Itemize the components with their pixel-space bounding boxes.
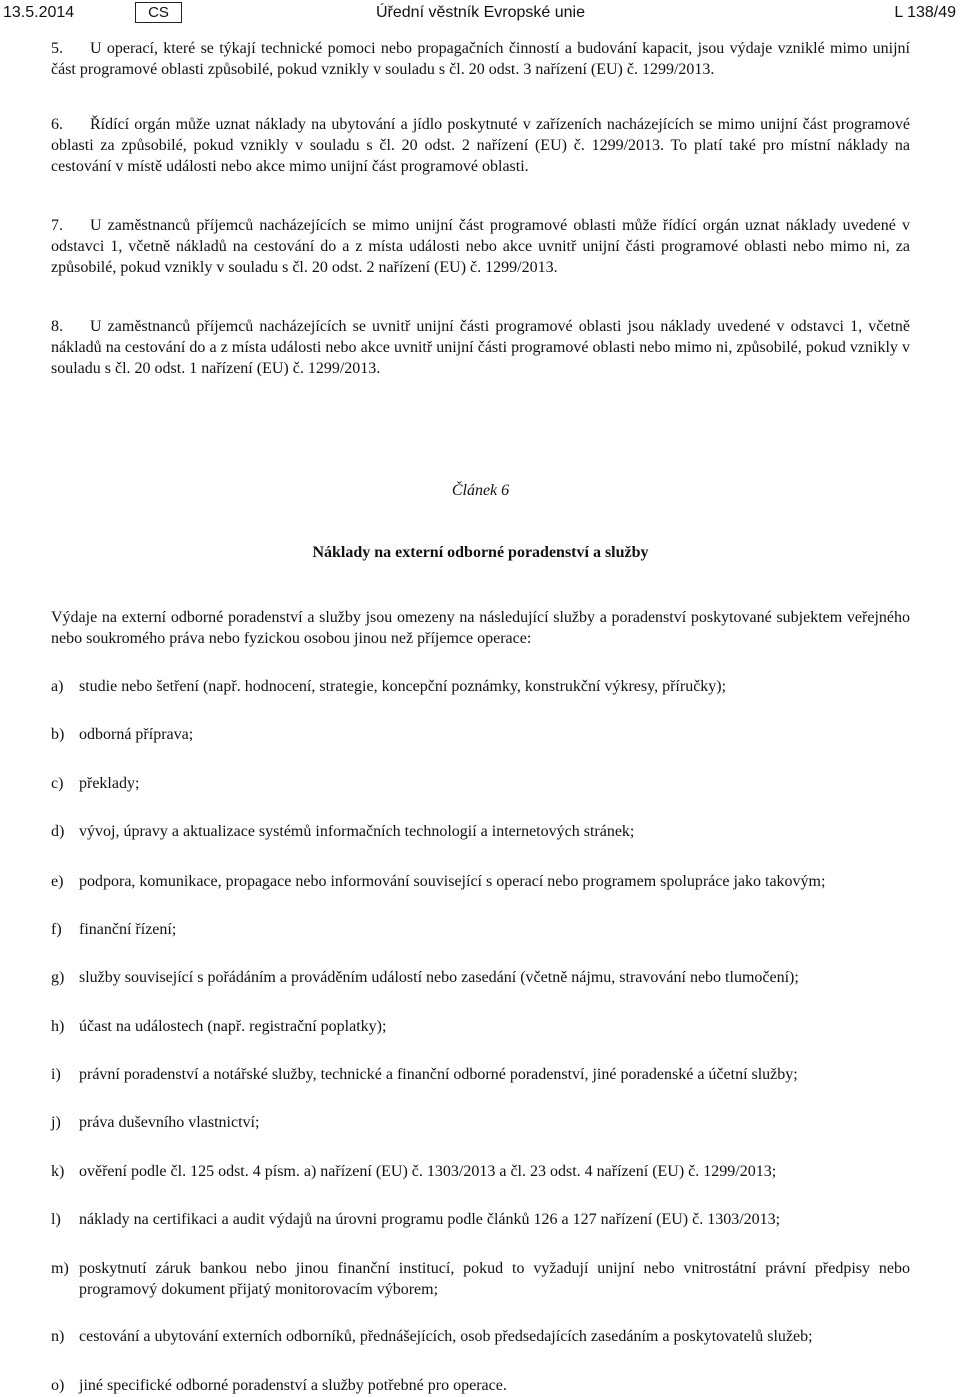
journal-title: Úřední věstník Evropské unie [376,4,585,21]
list-item [51,967,910,988]
paragraph-5 [51,38,910,80]
list-item [51,676,910,697]
language-badge: CS [135,2,182,23]
item-text: překlady; [79,775,140,792]
item-text: jiné specifické odborné poradenství a služby potřebné pro operace. [79,1377,507,1394]
item-text: cestování a ubytování externích odborníků, přednášejících, osob předsedajících zasedáním a poskytovatelů služeb; [79,1328,813,1345]
item-text: podpora, komunikace, propagace nebo informování související s operací nebo programem spolupráce jako takovým; [79,873,826,890]
page-number: L 138/49 [894,4,956,21]
paragraph-number: 5. [51,40,63,57]
item-text: finanční řízení; [79,921,177,938]
item-text: ověření podle čl. 125 odst. 4 písm. a) nařízení (EU) č. 1303/2013 a čl. 23 odst. 4 nařízení (EU) č. 1299/2013; [79,1163,777,1180]
item-text: práva duševního vlastnictví; [79,1114,260,1131]
item-letter: e) [51,873,64,890]
paragraph-7 [51,215,910,278]
item-letter: h) [51,1018,65,1035]
item-letter: i) [51,1066,61,1083]
item-letter: l) [51,1211,61,1228]
item-text: náklady na certifikaci a audit výdajů na úrovni programu podle článků 126 a 127 nařízení (EU) č. 1303/2013; [79,1211,781,1228]
item-letter: j) [51,1114,61,1131]
article-intro: Výdaje na externí odborné poradenství a služby jsou omezeny na následující služby a poradenství poskytované subjektem veřejného nebo soukromého práva nebo fyzickou osobou jinou než příjemce operace: [51,609,910,647]
list-item [51,919,910,940]
list-item [51,821,910,842]
paragraph-number: 8. [51,318,63,335]
document-body [51,38,910,379]
item-text: vývoj, úpravy a aktualizace systémů informačních technologií a internetových stránek; [79,823,635,840]
list-item [51,1209,910,1230]
item-text: studie nebo šetření (např. hodnocení, strategie, koncepční poznámky, konstrukční výkresy, příručky); [79,678,727,695]
list-item [51,1064,910,1085]
list-item [51,871,910,892]
item-letter: b) [51,726,65,743]
list-item [51,1258,910,1300]
item-letter: g) [51,969,65,986]
paragraph-8 [51,316,910,379]
article-number: Článek 6 [451,482,510,499]
list-item [51,1112,910,1133]
paragraph-number: 7. [51,217,63,234]
item-text: poskytnutí záruk bankou nebo jinou finanční institucí, pokud to vyžadují unijní nebo vnitrostátní právní předpisy nebo programový dokument přijatý monitorovacím výborem; [79,1260,910,1298]
list-item [51,1375,910,1396]
item-letter: o) [51,1377,65,1394]
item-text: služby související s pořádáním a prováděním událostí nebo zasedání (včetně nájmu, stravování nebo tlumočení); [79,969,799,986]
page-header [0,0,960,30]
list-item [51,1161,910,1182]
item-text: právní poradenství a notářské služby, technické a finanční odborné poradenství, jiné poradenské a účetní služby; [79,1066,798,1083]
item-letter: c) [51,775,64,792]
item-letter: k) [51,1163,65,1180]
item-letter: m) [51,1260,69,1277]
item-text: odborná příprava; [79,726,194,743]
item-letter: a) [51,678,64,695]
paragraph-text: Řídící orgán může uznat náklady na ubytování a jídlo poskytnuté v zařízeních nacházejících se mimo unijní část programové oblasti za způsobilé, pokud vznikly v souladu s čl. 20 odst. 2 nařízení (EU) č. 1299/2013. To platí také pro místní náklady na cestování v místě události nebo akce mimo unijní část programové oblasti. [51,116,910,175]
list-item [51,724,910,745]
paragraph-text: U zaměstnanců příjemců nacházejících se mimo unijní část programové oblasti může řídící orgán uznat náklady uvedené v odstavci 1, včetně nákladů na cestování do a z místa události nebo akce uvnitř unijní části programové oblasti nebo mimo ni, za způsobilé, pokud vznikly v souladu s čl. 20 odst. 2 nařízení (EU) č. 1299/2013. [51,217,910,276]
item-letter: n) [51,1328,65,1345]
paragraph-number: 6. [51,116,63,133]
paragraph-text: U zaměstnanců příjemců nacházejících se uvnitř unijní části programové oblasti jsou náklady uvedené v odstavci 1, včetně nákladů na cestování do a z místa události nebo akce uvnitř unijní části programové oblasti nebo mimo ni, způsobilé, pokud vznikly v souladu s čl. 20 odst. 1 nařízení (EU) č. 1299/2013. [51,318,910,377]
list-item [51,1326,910,1347]
item-text: účast na událostech (např. registrační poplatky); [79,1018,387,1035]
list-item [51,773,910,794]
paragraph-text: U operací, které se týkají technické pomoci nebo propagačních činností a budování kapacit, jsou výdaje vzniklé mimo unijní část programové oblasti způsobilé, pokud vznikly v souladu s čl. 20 odst. 3 nařízení (EU) č. 1299/2013. [51,40,910,78]
list-item [51,1016,910,1037]
article-title: Náklady na externí odborné poradenství a služby [312,544,649,561]
item-letter: f) [51,921,62,938]
paragraph-6 [51,114,910,177]
publication-date: 13.5.2014 [3,4,75,21]
item-letter: d) [51,823,65,840]
